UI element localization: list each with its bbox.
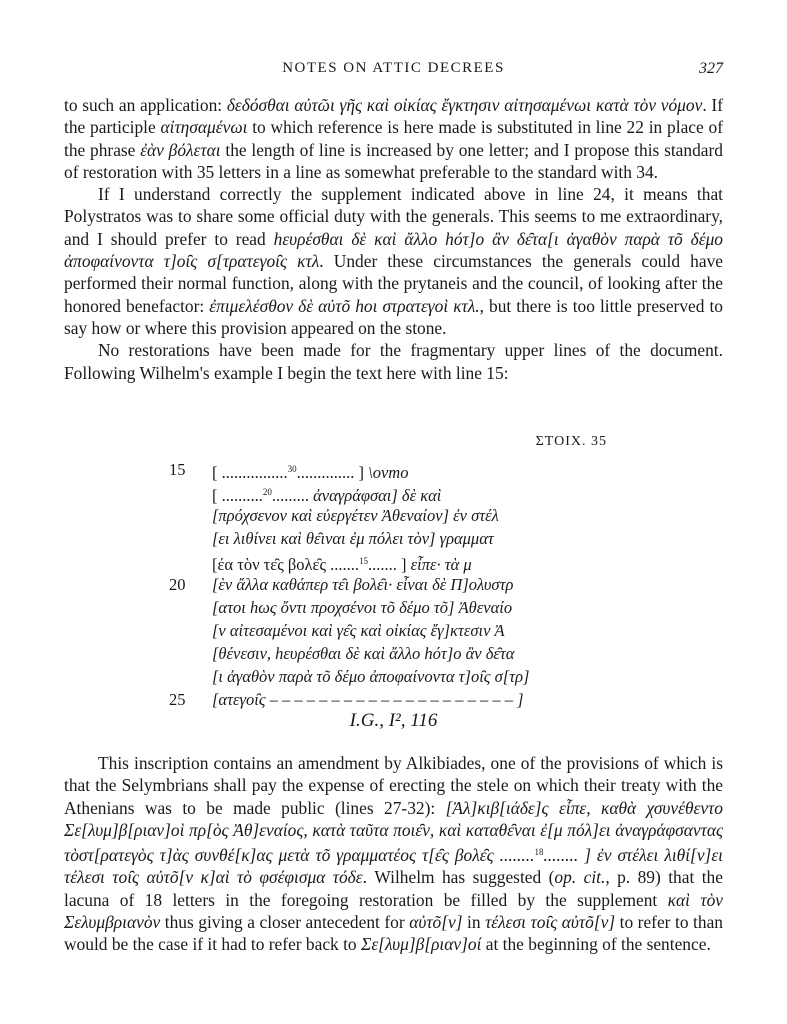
greek-text: [ὲν ἄλλα καθάπερ τε̑ι βολε̑ι· εἶναι δὲ Π]ολυστρ — [212, 575, 514, 594]
letter-count: 30 — [287, 464, 297, 474]
inscription-line — [172, 550, 592, 573]
line-text — [212, 573, 513, 596]
greek-text: [ατοι hως ὄντι προχσένοι τõ δέμο τõ] Ἀθεναίο — [212, 598, 513, 617]
greek-text: καὶ τὸν Σελυμβριανὸν — [64, 889, 724, 933]
line-text — [212, 688, 524, 711]
greek-text: [ι ἀγαθὸν παρὰ τõ δέμο ἀποφαίνοντα τ]οι̑ς σ[τρ] — [212, 667, 530, 686]
line-text — [212, 665, 529, 688]
line-number: 15 — [169, 460, 186, 479]
line-text — [212, 504, 499, 527]
line-text: [ ..........$^{20}$......... ἀναγράφσαι] δὲ καὶ — [212, 486, 442, 505]
inscription-line — [169, 688, 592, 711]
section-title: I.G., I², 116 — [349, 710, 438, 731]
running-head — [64, 60, 723, 84]
greek-text: \ονто — [368, 463, 409, 482]
running-title: NOTES ON ATTIC DECREES — [282, 60, 505, 76]
greek-text: ἐὰν βόλεται — [140, 139, 221, 160]
greek-text: εἶπε· τὰ μ — [410, 555, 472, 574]
line-text: [έα τὸν τε̑ς βολε̑ς .......$^{15}$....... ] εἶπε· τὰ μ — [212, 555, 472, 574]
greek-text: [Ἀλ]κιβ[ιάδε]ς εἶπε, καθὰ χσυνέθεντο Σε[λυμ]β[ριαν]οὶ πρ[ὸς Ἀθ]εναίος, κατὰ ταῦτα ποιε̑ν, καὶ καταθε̑ναι ἐ[μ πόλ]ει ἀναγράφσαντας τὸστ[ρατεγὸς τ]ὰς συνθέ[κ]ας μετὰ τõ γραμματέος τ[ε̑ς βολε̑ς ........ — [64, 797, 723, 866]
greek-text: [πρόχσενον καὶ εὐεργέτεν Ἀθεναίον] ἐν στέλ — [212, 506, 499, 525]
letter-count: 18 — [534, 847, 544, 858]
line-text — [212, 619, 505, 642]
inscription-line — [172, 596, 592, 619]
paragraph-4: This inscription contains an amendment by Alkibiades, one of the provisions of which is that the Selymbrians shall pay the expense of erecting the stele on which their treaty with the Athenians was to be made public (lines 27-32): [Ἀλ]κιβ[ιάδε]ς εἶπε, καθὰ χσυνέθεντο Σε[λυμ]β[ριαν]οὶ πρ[ὸς Ἀθ]εναίος, κατὰ ταῦτα ποιε̑ν, καὶ καταθε̑ναι ἐ[μ πόλ]ει ἀναγράφσαντας τὸστ[ρατεγὸς τ]ὰς συνθέ[κ]ας μετὰ τõ γραμματέος τ[ε̑ς βολε̑ς ........$^{18}$........ ] ἐν στέλει λιθί[ν]ει τέλεσι τοι̑ς αὐτõ[ν κ]αὶ τὸ φσέφισμα τόδε. Wilhelm has suggested (op. cit., p. 89) that the lacuna of 18 letters in the foregoing restoration be filled by the supplement καὶ τὸν Σελυμβριανὸν thus giving a closer antecedent for αὐτõ[ν] in τέλεσι τοι̑ς αὐτõ[ν] to refer to than would be the case if it had to refer back to Σε[λυμ]β[ριαν]οί at the beginning of the sentence. — [64, 753, 724, 955]
paragraph-3: No restorations have been made for the fragmentary upper lines of the document. Following Wilhelm's example I begin the text here with line 15: — [64, 340, 723, 383]
inscription-line — [172, 527, 592, 550]
greek-text: [ατεγοι̑ς – – – – – – – – – – – – – – – – – – – – ] — [212, 690, 524, 709]
page — [64, 0, 723, 1024]
greek-text: Σε[λυμ]β[ριαν]οί — [360, 934, 482, 955]
greek-text: [θένεσιν, hευρέσθαι δὲ καὶ ἄλλο hότ]ο ἂν δε̑τα — [212, 644, 515, 663]
greek-text: ........ ] ἐν στέλει λιθί[ν]ει τέλεσι τοι̑ς αὐτõ[ν κ]αὶ τὸ φσέφισμα τόδε — [64, 845, 723, 888]
paragraph-2: If I understand correctly the supplement indicated above in line 24, it means that Polystratos was to share some official duty with the generals. This seems to me extraordinary, and I should prefer to read hευρέσθαι δὲ καὶ ἄλλο hότ]ο ἂν δε̑τα[ι ἀγαθὸν παρὰ τõ δέμο ἀποφαίνοντα τ]οι̑ς σ[τρατεγοι̑ς κτλ. Under these circumstances the generals could have performed their normal function, along with the prytaneis and the council, of looking after the honored benefactor: ἐπιμελέσθον δὲ αὐτõ hοι στρατεγοὶ κτλ., but there is too little preserved to say how or where this provision appeared on the stone. — [64, 184, 723, 338]
greek-text: [ει λιθίνει καὶ θε̑ιναι ἐμ πόλει τὸν] γραμματ — [212, 529, 494, 548]
page-number: 327 — [699, 60, 723, 77]
greek-text: αὐτõ[ν] — [409, 912, 463, 933]
greek-text: [ν αἰτεσαμένοι καὶ γε̑ς καὶ οἰκίας ἔγ]κτεσιν Ἀ — [212, 621, 505, 640]
inscription-line — [172, 481, 592, 504]
inscription-line — [172, 665, 592, 688]
inscription-line — [169, 458, 592, 482]
line-text — [212, 596, 512, 619]
body-text-upper — [64, 94, 723, 384]
greek-text: δεδόσθαι αὐτῶι γῆς καὶ οἰκίας ἔγκτησιν αἰτησαμένωι κατὰ τὸν νόμον — [226, 95, 703, 115]
letter-count: 15 — [359, 556, 368, 566]
greek-text: ἀναγράφσαι] δὲ καὶ — [313, 486, 442, 505]
line-text: [ ................$^{30}$.............. ] \ονто — [212, 463, 409, 482]
stoichedon-label: ΣΤΟΙΧ. 35 — [535, 434, 607, 449]
line-number: 25 — [169, 690, 186, 709]
body-text-lower — [64, 752, 723, 956]
greek-text: ἐπιμελέσθον δὲ αὐτõ hοι στρατεγοὶ κτλ. — [209, 295, 480, 316]
letter-count: 20 — [262, 487, 272, 497]
inscription-line — [172, 642, 592, 665]
inscription-text — [169, 458, 592, 711]
greek-text: αἰτησαμένωι — [160, 117, 248, 138]
paragraph-1: to such an application: δεδόσθαι αὐτῶι γῆς καὶ οἰκίας ἔγκτησιν αἰτησαμένωι κατὰ τὸν νόμον. If the participle αἰτησαμένωι to which reference is here made is substituted in line 22 in place of the phrase ἐὰν βόλεται the length of line is increased by one letter; and I propose this standard of restoration with 35 letters in a line as somewhat preferable to the standard with 34. — [64, 95, 724, 182]
citation: op. cit. — [554, 867, 606, 888]
greek-text: hευρέσθαι δὲ καὶ ἄλλο hότ]ο ἂν δε̑τα[ι ἀγαθὸν παρὰ τõ δέμο ἀποφαίνοντα τ]οι̑ς σ[τρατεγοι̑ς κτλ — [64, 228, 723, 272]
line-text — [212, 642, 514, 665]
line-text — [212, 527, 494, 550]
inscription-line — [172, 619, 592, 642]
greek-text: τέλεσι τοι̑ς αὐτõ[ν] — [485, 912, 616, 933]
inscription-line — [169, 573, 592, 596]
line-number: 20 — [169, 575, 186, 594]
inscription-line — [172, 504, 592, 527]
